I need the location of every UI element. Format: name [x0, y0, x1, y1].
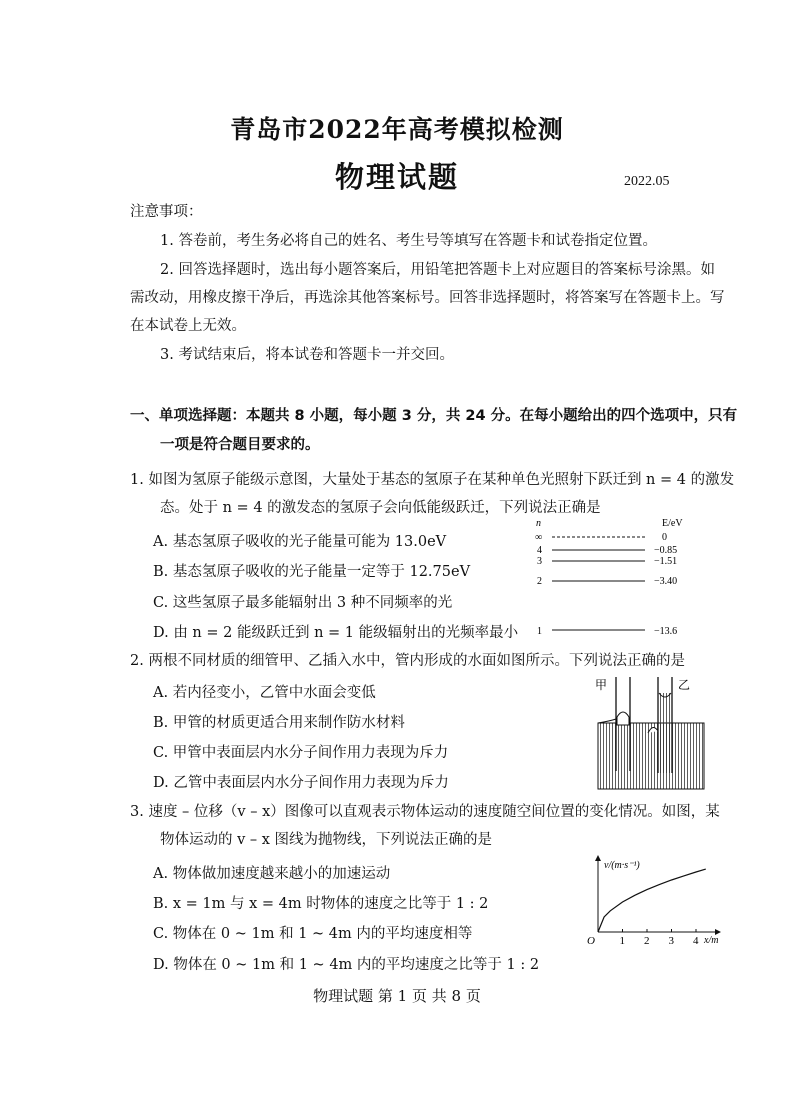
level-2 [537, 576, 677, 587]
q3-stem-cont: 物体运动的 v – x 图线为抛物线，下列说法正确的是 [160, 832, 493, 848]
svg-text:2: 2 [537, 576, 542, 587]
x-tick-label: 2 [644, 935, 650, 947]
exam-date: 2022.05 [624, 174, 670, 189]
label-jia: 甲 [595, 678, 608, 692]
tube-jia-meniscus [617, 712, 629, 725]
svg-text:−13.6: −13.6 [654, 626, 678, 637]
q1-option-b: B. 基态氢原子吸收的光子能量一定等于 12.75eV [153, 564, 471, 580]
q2-option-d: D. 乙管中表面层内水分子间作用力表现为斥力 [153, 775, 449, 791]
q1-option-d: D. 由 n = 2 能级跃迁到 n = 1 能级辐射出的光频率最小 [153, 625, 519, 641]
x-tick-label: 3 [668, 935, 674, 947]
q1-stem-cont: 态。处于 n = 4 的激发态的氢原子会向低能级跃迁，下列说法正确是 [160, 500, 601, 516]
subject-title: 物理试题 [334, 160, 459, 194]
notes-heading: 注意事项： [130, 204, 203, 220]
note-item-2-cont: 需改动，用橡皮擦干净后，再选涂其他答案标号。回答非选择题时，将答案写在答题卡上。写 [130, 290, 725, 306]
q3-option-a: A. 物体做加速度越来越小的加速运动 [153, 866, 391, 882]
exam-title: 青岛市2022年高考模拟检测 [230, 115, 564, 144]
x-tick-label: 4 [693, 935, 699, 947]
svg-text:0: 0 [662, 532, 667, 543]
label-yi: 乙 [678, 678, 691, 692]
vx-curve [598, 869, 706, 932]
page-footer: 物理试题 第 1 页 共 8 页 [313, 987, 481, 1005]
note-item-3: 3. 考试结束后，将本试卷和答题卡一并交回。 [160, 347, 454, 363]
svg-text:1: 1 [537, 626, 542, 637]
svg-text:−0.85: −0.85 [654, 545, 678, 556]
note-item-2-end: 在本试卷上无效。 [130, 318, 246, 334]
section-heading: 一、单项选择题：本题共 8 小题，每小题 3 分，共 24 分。在每小题给出的四个选项中，只有 [130, 408, 738, 424]
level-4 [537, 545, 677, 556]
q3-option-c: C. 物体在 0 ~ 1m 和 1 ~ 4m 内的平均速度相等 [153, 926, 473, 942]
q2-option-b: B. 甲管的材质更适合用来制作防水材料 [153, 715, 405, 731]
q3-option-b: B. x = 1m 与 x = 4m 时物体的速度之比等于 1 : 2 [153, 896, 489, 912]
x-tick-label: 1 [619, 935, 625, 947]
q2-option-a: A. 若内径变小，乙管中水面会变低 [153, 685, 376, 701]
svg-text:−1.51: −1.51 [654, 556, 678, 567]
capillary-tubes-diagram [590, 673, 710, 793]
svg-text:∞: ∞ [535, 532, 543, 543]
level-inf [535, 532, 667, 543]
note-item-1: 1. 答卷前，考生务必将自己的姓名、考生号等填写在答题卡和试卷指定位置。 [160, 233, 657, 249]
x-axis-label: x/m [704, 935, 719, 946]
svg-text:3: 3 [537, 556, 542, 567]
y-axis-label: v/(m·s⁻¹) [604, 860, 640, 871]
level-1 [537, 626, 677, 637]
vx-graph [580, 850, 730, 950]
level-3 [537, 556, 677, 567]
note-item-2: 2. 回答选择题时，选出每小题答案后，用铅笔把答题卡上对应题目的答案标号涂黑。如 [160, 262, 715, 278]
svg-text:4: 4 [537, 545, 542, 556]
q2-stem: 2. 两根不同材质的细管甲、乙插入水中，管内形成的水面如图所示。下列说法正确的是 [130, 653, 685, 669]
energy-level-diagram [530, 515, 730, 640]
water-region [598, 723, 704, 789]
section-heading-cont: 一项是符合题目要求的。 [160, 437, 320, 453]
q3-stem: 3. 速度 – 位移（v – x）图像可以直观表示物体运动的速度随空间位置的变化情况。如图，某 [130, 804, 720, 820]
q3-option-d: D. 物体在 0 ~ 1m 和 1 ~ 4m 内的平均速度之比等于 1 : 2 [153, 957, 540, 973]
svg-text:−3.40: −3.40 [654, 576, 678, 587]
diagram-n-label: n [536, 518, 541, 529]
origin-label: O [587, 935, 595, 947]
diagram-energy-label: E/eV [662, 518, 683, 529]
q1-stem: 1. 如图为氢原子能级示意图，大量处于基态的氢原子在某种单色光照射下跃迁到 n = 4 的激发 [130, 472, 735, 488]
q2-option-c: C. 甲管中表面层内水分子间作用力表现为斥力 [153, 745, 449, 761]
q1-option-a: A. 基态氢原子吸收的光子能量可能为 13.0eV [153, 534, 447, 550]
q1-option-c: C. 这些氢原子最多能辐射出 3 种不同频率的光 [153, 595, 453, 611]
